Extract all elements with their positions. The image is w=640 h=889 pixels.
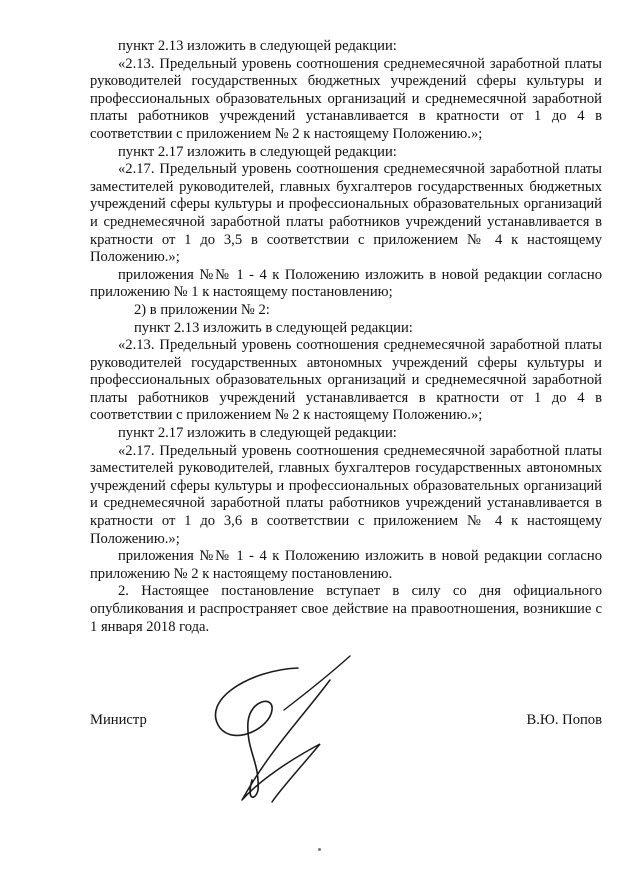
paragraph-2-17-heading-1: пункт 2.17 изложить в следующей редакции: xyxy=(118,143,397,160)
appendix-2-heading: 2) в приложении № 2: xyxy=(134,301,270,318)
paragraph-2-13-heading-1: пункт 2.13 изложить в следующей редакции: xyxy=(118,38,397,54)
paragraph-2-17-heading-2: пункт 2.17 изложить в следующей редакции: xyxy=(118,425,397,442)
paragraph-2-13-text-2: «2.13. Предельный уровень соотношения среднемесячной заработной платы руководителей государственных автономных учреждений сферы культуры и профессиональных образовательных организаций и среднемесячной заработной платы работников учреждений устанавливается в кратности от 1 до 4 в соответствии с приложением № 2 к настоящему Положению.»; xyxy=(90,337,602,424)
appendix-note-2: приложения №№ 1 - 4 к Положению изложить в новой редакции согласно приложению № 2 к настоящему постановлению. xyxy=(90,548,602,582)
appendix-note-1: приложения №№ 1 - 4 к Положению изложить в новой редакции согласно приложению № 1 к настоящему постановлению; xyxy=(90,266,602,301)
effective-date-paragraph: 2. Настоящее постановление вступает в силу со дня официального опубликования и распространяет свое действие на правоотношения, возникшие с 1 января 2018 года. xyxy=(90,583,602,635)
scan-speck xyxy=(318,848,321,851)
handwritten-signature xyxy=(180,650,390,810)
paragraph-2-13-heading-2: пункт 2.13 изложить в следующей редакции: xyxy=(134,319,413,336)
document-body xyxy=(90,38,602,636)
signatory-position: Министр xyxy=(90,712,147,728)
signatory-name: В.Ю. Попов xyxy=(526,712,602,728)
paragraph-2-13-text-1: «2.13. Предельный уровень соотношения среднемесячной заработной платы руководителей государственных бюджетных учреждений сферы культуры и профессиональных образовательных организаций и среднемесячной заработной платы работников учреждений устанавливается в кратности от 1 до 4 в соответствии с приложением № 2 к настоящему Положению.»; xyxy=(90,55,602,142)
paragraph-2-17-text-2: «2.17. Предельный уровень соотношения среднемесячной заработной платы заместителей руководителей, главных бухгалтеров государственных автономных учреждений сферы культуры и профессиональных образовательных организаций и среднемесячной заработной платы работников учреждений устанавливается в кратности от 1 до 3,6 в соответствии с приложением № 4 к настоящему Положению.»; xyxy=(90,442,602,547)
paragraph-2-17-text-1: «2.17. Предельный уровень соотношения среднемесячной заработной платы заместителей руководителей, главных бухгалтеров государственных бюджетных учреждений сферы культуры и профессиональных образовательных организаций и среднемесячной заработной платы работников учреждений устанавливается в кратности от 1 до 3,5 в соответствии с приложением № 4 к настоящему Положению.»; xyxy=(90,161,602,266)
